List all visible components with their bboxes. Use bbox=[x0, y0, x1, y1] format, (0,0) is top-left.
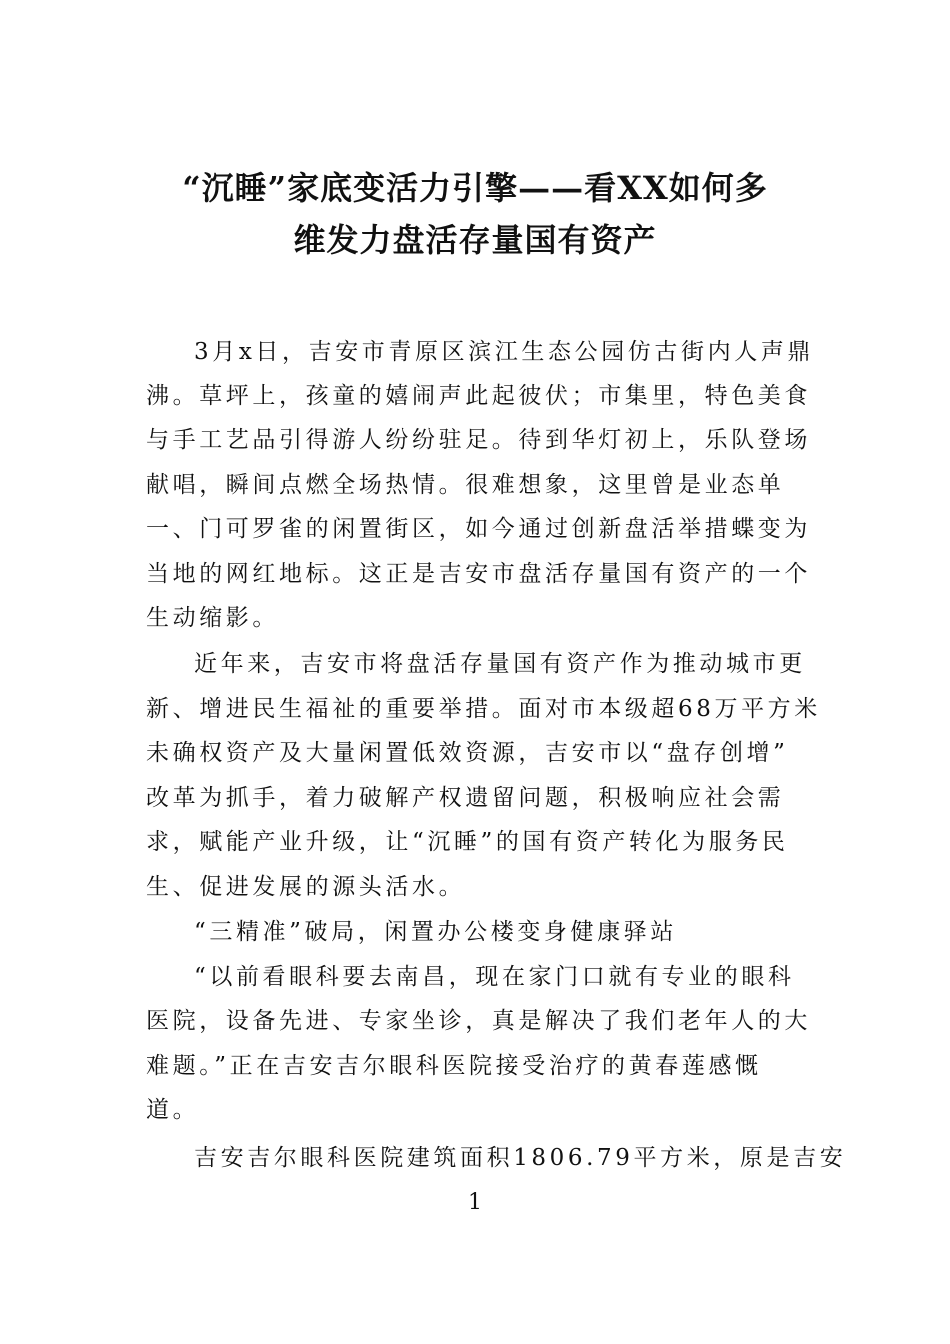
body-line: 3月x日，吉安市青原区滨江生态公园仿古街内人声鼎 bbox=[194, 339, 815, 365]
body-line: 一、门可罗雀的闲置街区，如今通过创新盘活举措蝶变为 bbox=[146, 516, 811, 542]
body-line: 近年来，吉安市将盘活存量国有资产作为推动城市更 bbox=[194, 651, 806, 677]
document-title-line-1: “沉睡”家底变活力引擎——看XX如何多 bbox=[182, 169, 768, 207]
body-line: 难题。”正在吉安吉尔眼科医院接受治疗的黄春莲感慨 bbox=[146, 1053, 762, 1079]
document-title-line-2: 维发力盘活存量国有资产 bbox=[293, 221, 657, 259]
body-line: 生动缩影。 bbox=[146, 605, 279, 631]
body-line: 生、促进发展的源头活水。 bbox=[146, 874, 466, 900]
body-line: “以前看眼科要去南昌，现在家门口就有专业的眼科 bbox=[194, 964, 795, 990]
body-line: 改革为抓手，着力破解产权遗留问题，积极响应社会需 bbox=[146, 785, 785, 811]
page-number: 1 bbox=[468, 1190, 482, 1215]
section-heading: “三精准”破局，闲置办公楼变身健康驿站 bbox=[194, 919, 677, 945]
body-line: 求，赋能产业升级，让“沉睡”的国有资产转化为服务民 bbox=[146, 829, 789, 855]
body-line: 与手工艺品引得游人纷纷驻足。待到华灯初上，乐队登场 bbox=[146, 427, 811, 453]
body-line: 吉安吉尔眼科医院建筑面积1806.79平方米，原是吉安 bbox=[194, 1145, 847, 1171]
body-line: 当地的网红地标。这正是吉安市盘活存量国有资产的一个 bbox=[146, 561, 811, 587]
body-line: 医院，设备先进、专家坐诊，真是解决了我们老年人的大 bbox=[146, 1008, 811, 1034]
body-line: 新、增进民生福祉的重要举措。面对市本级超68万平方米 bbox=[146, 696, 821, 722]
body-line: 未确权资产及大量闲置低效资源，吉安市以“盘存创增” bbox=[146, 740, 789, 766]
body-line: 沸。草坪上，孩童的嬉闹声此起彼伏；市集里，特色美食 bbox=[146, 383, 811, 409]
body-line: 道。 bbox=[146, 1097, 200, 1123]
body-line: 献唱，瞬间点燃全场热情。很难想象，这里曾是业态单 bbox=[146, 472, 785, 498]
